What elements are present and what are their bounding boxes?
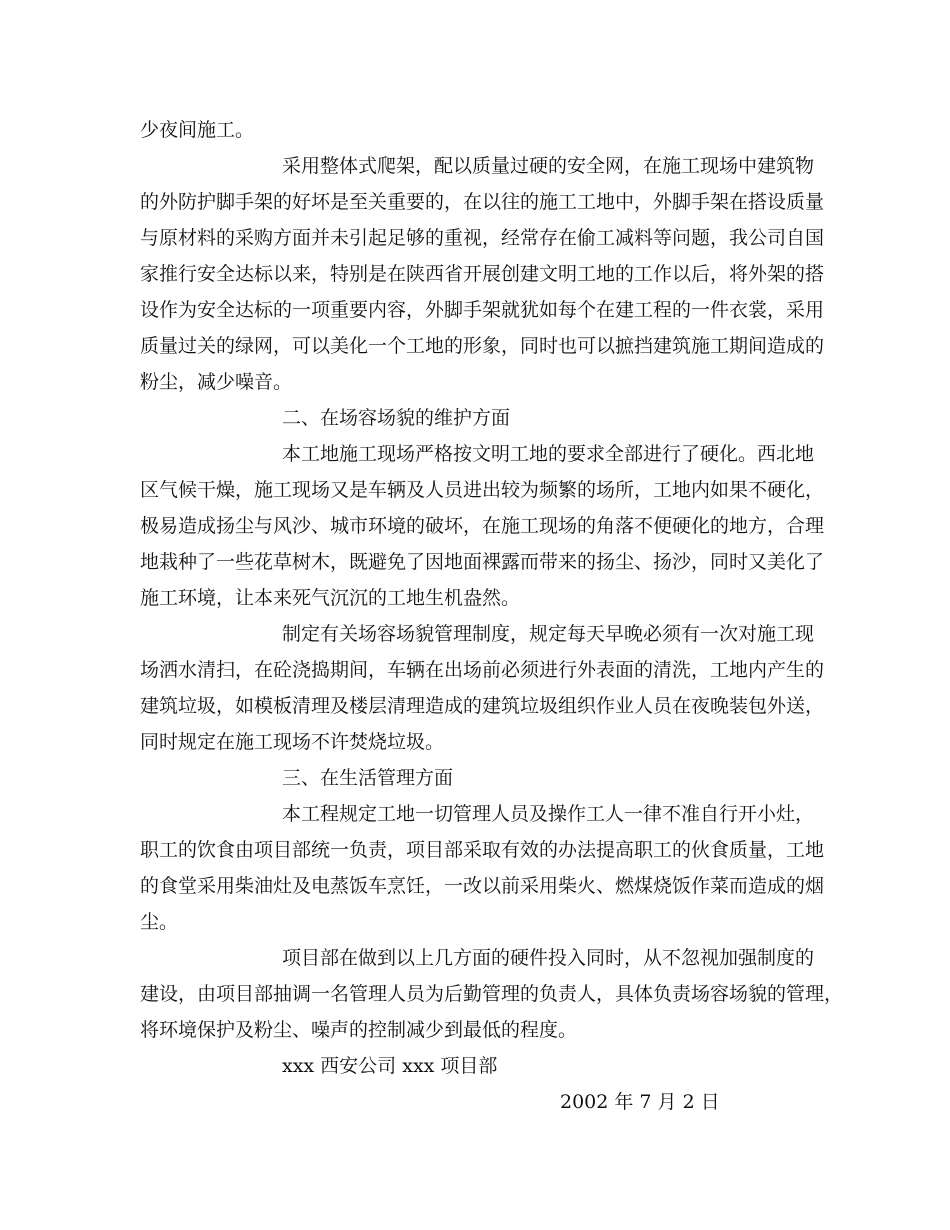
paragraph-line: 建设，由项目部抽调一名管理人员为后勤管理的负责人，具体负责场容场貌的管理， — [140, 983, 844, 1005]
paragraph-line: 与原材料的采购方面并未引起足够的重视，经常存在偷工减料等问题，我公司自国 — [140, 227, 825, 249]
paragraph-line: 区气候干燥，施工现场又是车辆及人员进出较为频繁的场所，工地内如果不硬化， — [140, 479, 825, 501]
paragraph-line: 场洒水清扫，在砼浇捣期间，车辆在出场前必须进行外表面的清洗，工地内产生的 — [140, 659, 825, 681]
paragraph-line: 建筑垃圾，如模板清理及楼层清理造成的建筑垃圾组织作业人员在夜晚装包外送， — [140, 695, 825, 717]
section-heading: 三、在生活管理方面 — [282, 767, 454, 789]
paragraph-line: 采用整体式爬架，配以质量过硬的安全网，在施工现场中建筑物 — [282, 155, 815, 177]
paragraph-line: 将环境保护及粉尘、噪声的控制减少到最低的程度。 — [140, 1019, 578, 1041]
paragraph-line: 家推行安全达标以来，特别是在陕西省开展创建文明工地的工作以后，将外架的搭 — [140, 263, 825, 285]
paragraph-line: 项目部在做到以上几方面的硬件投入同时，从不忽视加强制度的 — [282, 947, 815, 969]
paragraph-line: 的食堂采用柴油灶及电蒸饭车烹饪，一改以前采用柴火、燃煤烧饭作菜而造成的烟 — [140, 875, 825, 897]
section-heading: 二、在场容场貌的维护方面 — [282, 407, 511, 429]
signature-line: xxx 西安公司 xxx 项目部 — [282, 1055, 498, 1077]
paragraph-line: 同时规定在施工现场不许焚烧垃圾。 — [140, 731, 445, 753]
paragraph-line: 地栽种了一些花草树木，既避免了因地面裸露而带来的扬尘、扬沙，同时又美化了 — [140, 551, 825, 573]
paragraph-line: 的外防护脚手架的好坏是至关重要的，在以往的施工工地中，外脚手架在搭设质量 — [140, 191, 825, 213]
paragraph-line: 极易造成扬尘与风沙、城市环境的破坏，在施工现场的角落不便硬化的地方，合理 — [140, 515, 825, 537]
paragraph-line: 职工的饮食由项目部统一负责，项目部采取有效的办法提高职工的伙食质量，工地 — [140, 839, 825, 861]
date-line: 2002 年 7 月 2 日 — [560, 1091, 720, 1113]
paragraph-line: 本工程规定工地一切管理人员及操作工人一律不准自行开小灶， — [282, 803, 815, 825]
paragraph-line: 施工环境，让本来死气沉沉的工地生机盎然。 — [140, 587, 521, 609]
carryover-line: 少夜间施工。 — [140, 119, 255, 141]
paragraph-line: 尘。 — [140, 911, 179, 933]
paragraph-line: 粉尘，减少噪音。 — [140, 371, 293, 393]
paragraph-line: 制定有关场容场貌管理制度，规定每天早晚必须有一次对施工现 — [282, 623, 815, 645]
paragraph-line: 质量过关的绿网，可以美化一个工地的形象，同时也可以摭挡建筑施工期间造成的 — [140, 335, 825, 357]
paragraph-line: 设作为安全达标的一项重要内容，外脚手架就犹如每个在建工程的一件衣裳，采用 — [140, 299, 825, 321]
paragraph-line: 本工地施工现场严格按文明工地的要求全部进行了硬化。西北地 — [282, 443, 815, 465]
